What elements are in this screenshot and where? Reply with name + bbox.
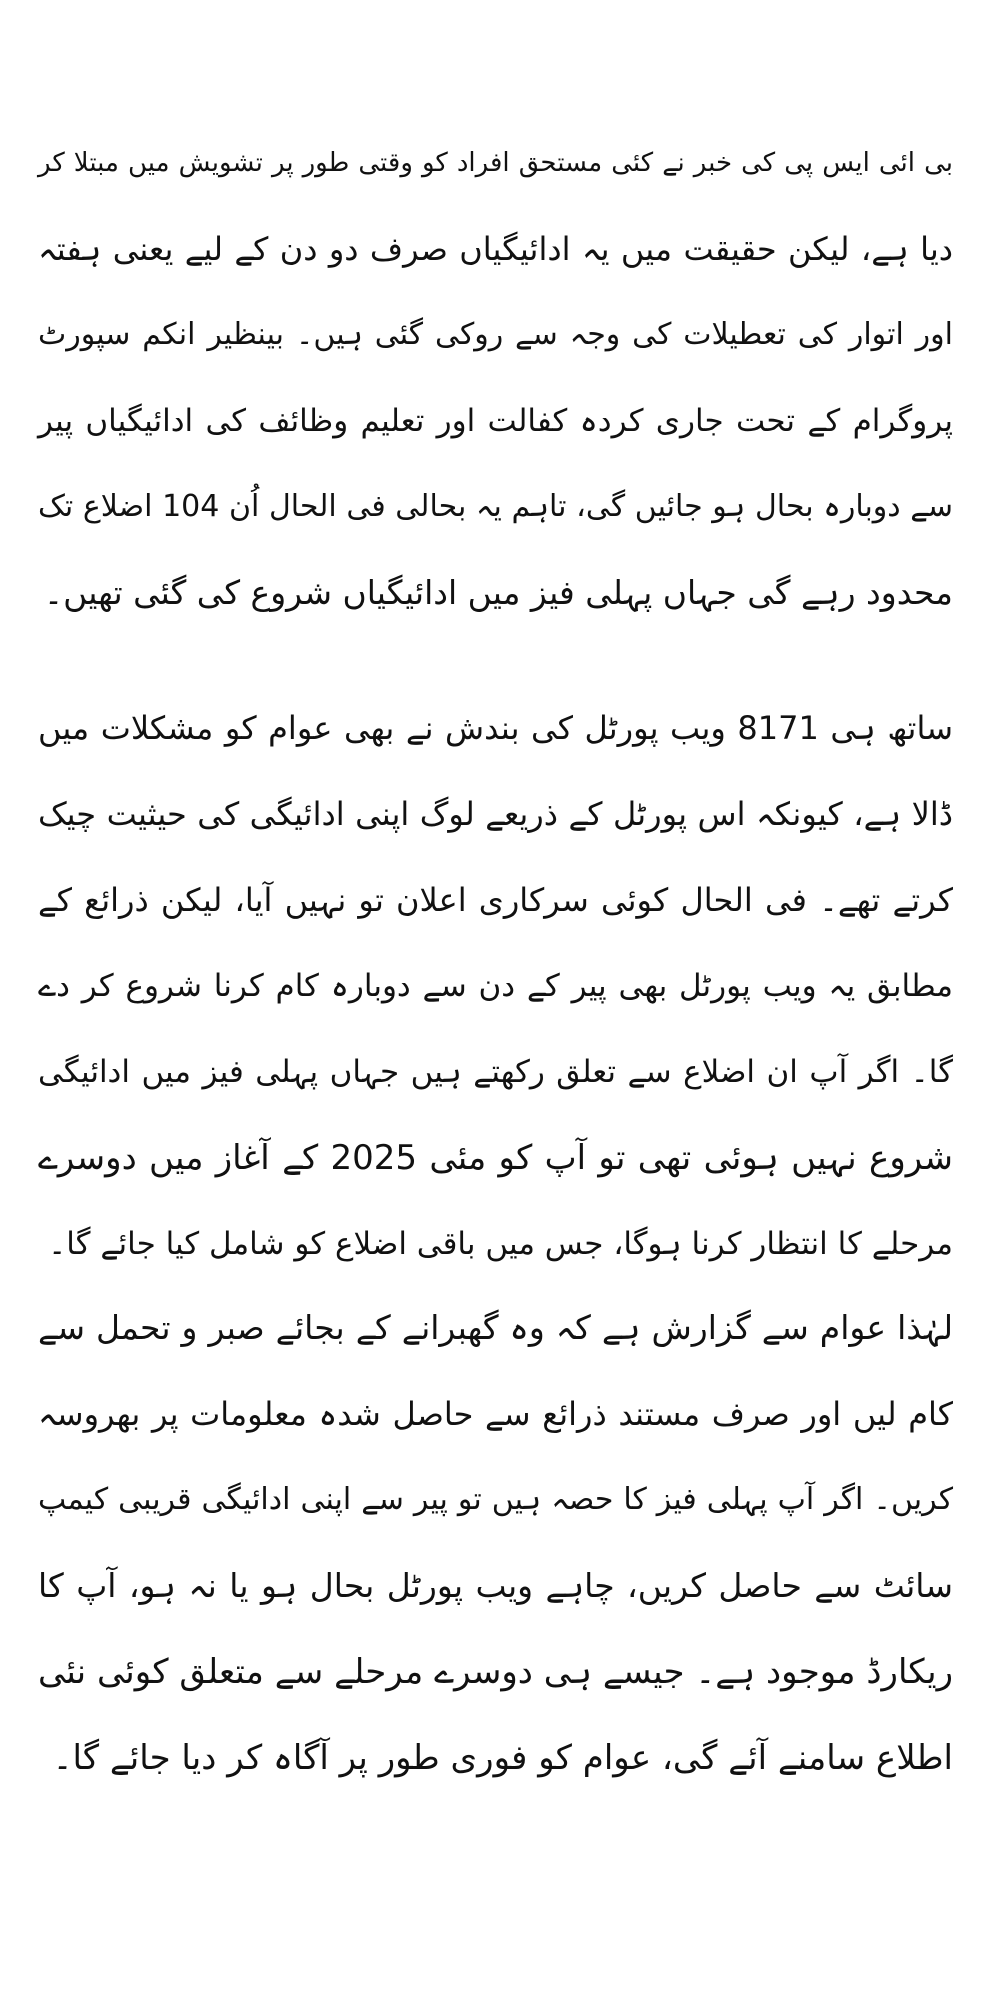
text-line: لہٰذا عوام سے گزارش ہے کہ وہ گھبرانے کے بجائے صبر و تحمل سے bbox=[38, 1308, 953, 1347]
text-line: اطلاع سامنے آئے گی، عوام کو فوری طور پر آگاہ کر دیا جائے گا۔ bbox=[52, 1738, 953, 1778]
paragraph-3 bbox=[38, 1285, 953, 1801]
text-line: سائٹ سے حاصل کریں، چاہے ویب پورٹل بحال ہو یا نہ ہو، آپ کا bbox=[38, 1566, 953, 1605]
text-line: ریکارڈ موجود ہے۔ جیسے ہی دوسرے مرحلے سے متعلق کوئی نئی bbox=[38, 1652, 953, 1692]
text-line: پروگرام کے تحت جاری کردہ کفالت اور تعلیم وظائف کی ادائیگیاں پیر bbox=[38, 403, 953, 439]
text-line: شروع نہیں ہوئی تھی تو آپ کو مئی 2025 کے آغاز میں دوسرے bbox=[38, 1138, 953, 1178]
text-line: کرتے تھے۔ فی الحال کوئی سرکاری اعلان تو نہیں آیا، لیکن ذرائع کے bbox=[38, 881, 953, 919]
text-line: سے دوبارہ بحال ہو جائیں گی، تاہم یہ بحالی فی الحال اُن 104 اضلاع تک bbox=[38, 489, 953, 524]
text-line: مرحلے کا انتظار کرنا ہوگا، جس میں باقی اضلاع کو شامل کیا جائے گا۔ bbox=[48, 1226, 953, 1262]
paragraph-2 bbox=[38, 685, 953, 1287]
text-line: ساتھ ہی 8171 ویب پورٹل کی بندش نے بھی عوام کو مشکلات میں bbox=[38, 709, 954, 747]
text-line: کریں۔ اگر آپ پہلی فیز کا حصہ ہیں تو پیر سے اپنی ادائیگی قریبی کیمپ bbox=[38, 1482, 953, 1517]
text-line: اور اتوار کی تعطیلات کی وجہ سے روکی گئی ہیں۔ بینظیر انکم سپورٹ bbox=[38, 317, 953, 352]
text-line: ڈالا ہے، کیونکہ اس پورٹل کے ذریعے لوگ اپنی ادائیگی کی حیثیت چیک bbox=[38, 795, 953, 833]
text-line: بی ائی ایس پی کی خبر نے کئی مستحق افراد کو وقتی طور پر تشویش میں مبتلا کر bbox=[38, 148, 953, 178]
text-line: کام لیں اور صرف مستند ذرائع سے حاصل شدہ معلومات پر بھروسہ bbox=[38, 1395, 953, 1433]
text-line: گا۔ اگر آپ ان اضلاع سے تعلق رکھتے ہیں جہاں پہلی فیز میں ادائیگی bbox=[38, 1054, 953, 1090]
text-line: محدود رہے گی جہاں پہلی فیز میں ادائیگیاں شروع کی گئی تھیں۔ bbox=[43, 573, 953, 612]
text-line: مطابق یہ ویب پورٹل بھی پیر کے دن سے دوبارہ کام کرنا شروع کر دے bbox=[38, 968, 953, 1004]
paragraph-1 bbox=[38, 120, 953, 636]
text-line: دیا ہے، لیکن حقیقت میں یہ ادائیگیاں صرف دو دن کے لیے یعنی ہفتہ bbox=[38, 230, 953, 268]
